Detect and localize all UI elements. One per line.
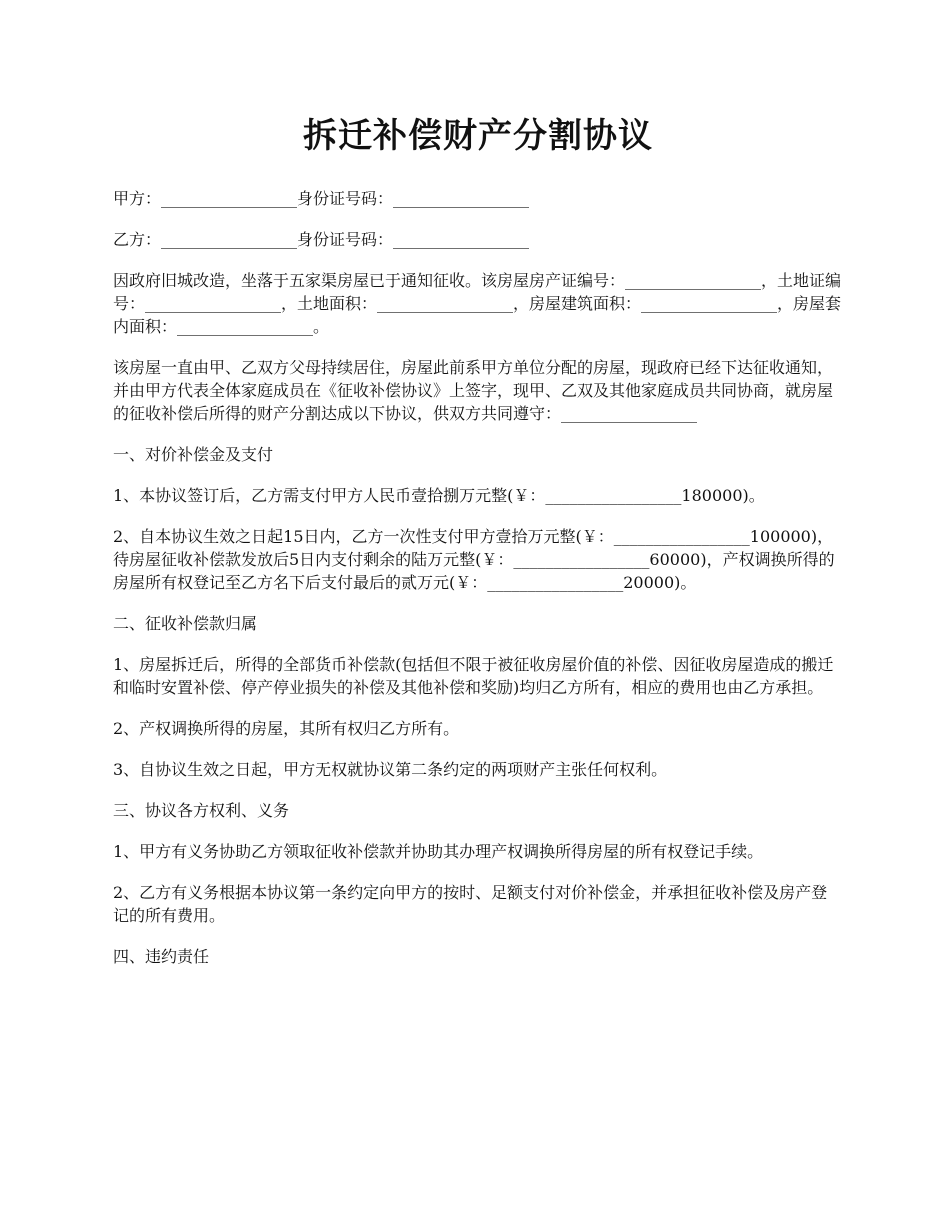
clause-2-3: 3、自协议生效之日起，甲方无权就协议第二条约定的两项财产主张任何权利。	[113, 760, 668, 779]
section-heading-4: 四、违约责任	[113, 947, 210, 966]
party-b-line: 乙方：_________________身份证号码：_________________	[113, 230, 530, 249]
clause-2-2: 2、产权调换所得的房屋，其所有权归乙方所有。	[113, 719, 460, 738]
clause-2-1: 1、房屋拆迁后，所得的全部货币补偿款(包括但不限于被征收房屋价值的补偿、因征收房屋造成的搬迁和临时安置补偿、停产停业损失的补偿及其他补偿和奖励)均归乙方所有，相应的费用也由乙方承担。	[113, 655, 834, 697]
section-heading-3: 三、协议各方权利、义务	[113, 801, 290, 820]
property-info-paragraph: 因政府旧城改造，坐落于五家渠房屋已于通知征收。该房屋房产证编号：_________________，土地证编号：_________________，土地面积：_________________，房屋建筑面积：_________________，房屋套内面积：_________________。	[113, 271, 842, 336]
party-a-line: 甲方：_________________身份证号码：_________________	[113, 189, 530, 208]
clause-1-2: 2、自本协议生效之日起15日内，乙方一次性支付甲方壹拾万元整(￥：_________________100000)，待房屋征收补偿款发放后5日内支付剩余的陆万元整(￥：_________________60000)，产权调换所得的房屋所有权登记至乙方名下后支付最后的贰万元(￥：_________________20000)。	[113, 527, 835, 592]
clause-3-1: 1、甲方有义务协助乙方领取征收补偿款并协助其办理产权调换所得房屋的所有权登记手续。	[113, 842, 764, 861]
document-title: 拆迁补偿财产分割协议	[303, 116, 653, 156]
background-paragraph: 该房屋一直由甲、乙双方父母持续居住，房屋此前系甲方单位分配的房屋，现政府已经下达征收通知，并由甲方代表全体家庭成员在《征收补偿协议》上签字，现甲、乙双及其他家庭成员共同协商，就房屋的征收补偿后所得的财产分割达成以下协议，供双方共同遵守：_________________	[113, 358, 834, 423]
document-page	[113, 110, 843, 986]
clause-3-2: 2、乙方有义务根据本协议第一条约定向甲方的按时、足额支付对价补偿金，并承担征收补偿及房产登记的所有费用。	[113, 883, 828, 925]
section-heading-1: 一、对价补偿金及支付	[113, 445, 274, 464]
section-heading-2: 二、征收补偿款归属	[113, 614, 258, 633]
clause-1-1: 1、本协议签订后，乙方需支付甲方人民币壹拾捌万元整(￥：_________________180000)。	[113, 486, 765, 505]
